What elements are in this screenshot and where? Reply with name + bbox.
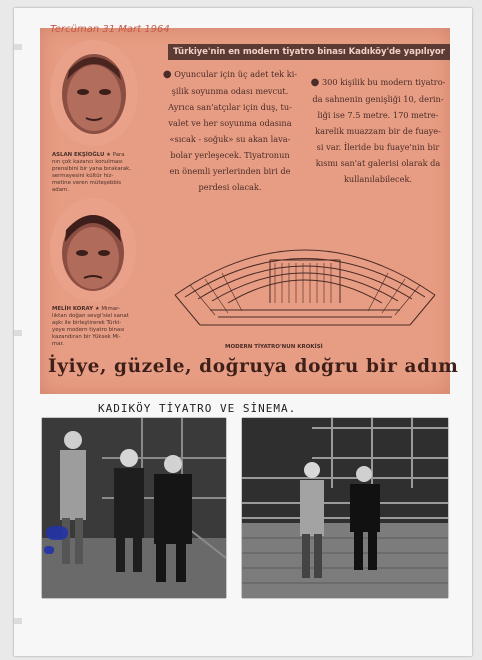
article-line: Ayrıca san'atçılar için duş, tu- [168,102,292,112]
caption-line: adam. [52,187,69,193]
caption-name: ASLAN EKŞİOĞLU [52,152,105,158]
binder-hole [14,330,22,336]
caption-melih-koray [52,306,146,348]
sketch-caption: MODERN TİYATRO'NUN KROKİSİ [225,344,323,350]
clipping-big-headline: İyiye, güzele, doğruya doğru bir adım [48,356,459,377]
caption-line: ★ Mimar- [94,306,120,312]
caption-line: lıktan doğan sevgi'siel sanat [52,313,129,319]
caption-line: nın çok kazancı konulması [52,159,123,165]
article-line: da sahnenin genişliği 10, derin- [312,94,444,104]
caption-line: sermayesini kültür hiz- [52,173,114,179]
caption-line: prensibini bir yana bırakarak, [52,166,132,172]
handwritten-title: KADIKÖY TİYATRO VE SİNEMA. [98,402,297,415]
article-line: şilik soyunma odası mevcut. [171,86,289,96]
caption-line: kazandıran bir Yüksek Mi- [52,334,121,340]
ink-stain [46,526,68,540]
caption-aslan-eksioglu [52,152,146,194]
article-line: liği ise 7.5 metre. 170 metre- [317,110,439,120]
theatre-sketch-drawing [170,215,440,330]
binder-hole [14,44,22,50]
caption-line: aşkı ile birleştirerek Türki- [52,320,122,326]
article-column-1 [158,66,302,195]
caption-line: yeye modern tiyatro binası [52,327,125,333]
bullet-icon: ● [162,69,172,80]
article-line: perdesi olacak. [198,182,262,192]
article-line: kullanılabilecek. [343,174,413,184]
photo-left [42,418,226,598]
portrait-melih-koray [50,198,136,302]
article-line: kısmı san'at galerisi olarak da [315,158,441,168]
article-line: 300 kişilik bu modern tiyatro- [321,77,446,87]
clipping-headline: Türkiye'nin en modern tiyatro binası Kadıköy'de yapılıyor [168,44,450,60]
article-line: si var. İleride bu fuaye'nin bir [316,142,440,152]
handwritten-date-note: Tercüman 31 Mart 1964 [50,24,170,35]
article-line: bolar yerleşecek. Tiyatronun [170,150,290,160]
binder-hole [14,618,22,624]
article-line: en önemli yerlerinden biri de [169,166,291,176]
article-line: karelik muazzam bir de fuaye- [315,126,441,136]
article-column-2 [308,74,448,187]
ink-stain [44,546,54,554]
article-line: «sıcak - soğuk» su akan lava- [169,134,291,144]
caption-line: mar. [52,341,64,347]
article-line: valet ve her soyunma odasına [168,118,292,128]
photo-right [242,418,448,598]
caption-name: MELİH KORAY [52,306,94,312]
caption-line: metine veren müteşebbis [52,180,122,186]
portrait-aslan-eksioglu [50,40,138,146]
bullet-icon: ● [310,77,320,88]
caption-line: ★ Para [106,152,125,158]
article-line: Oyuncular için üç adet tek ki- [174,69,298,79]
